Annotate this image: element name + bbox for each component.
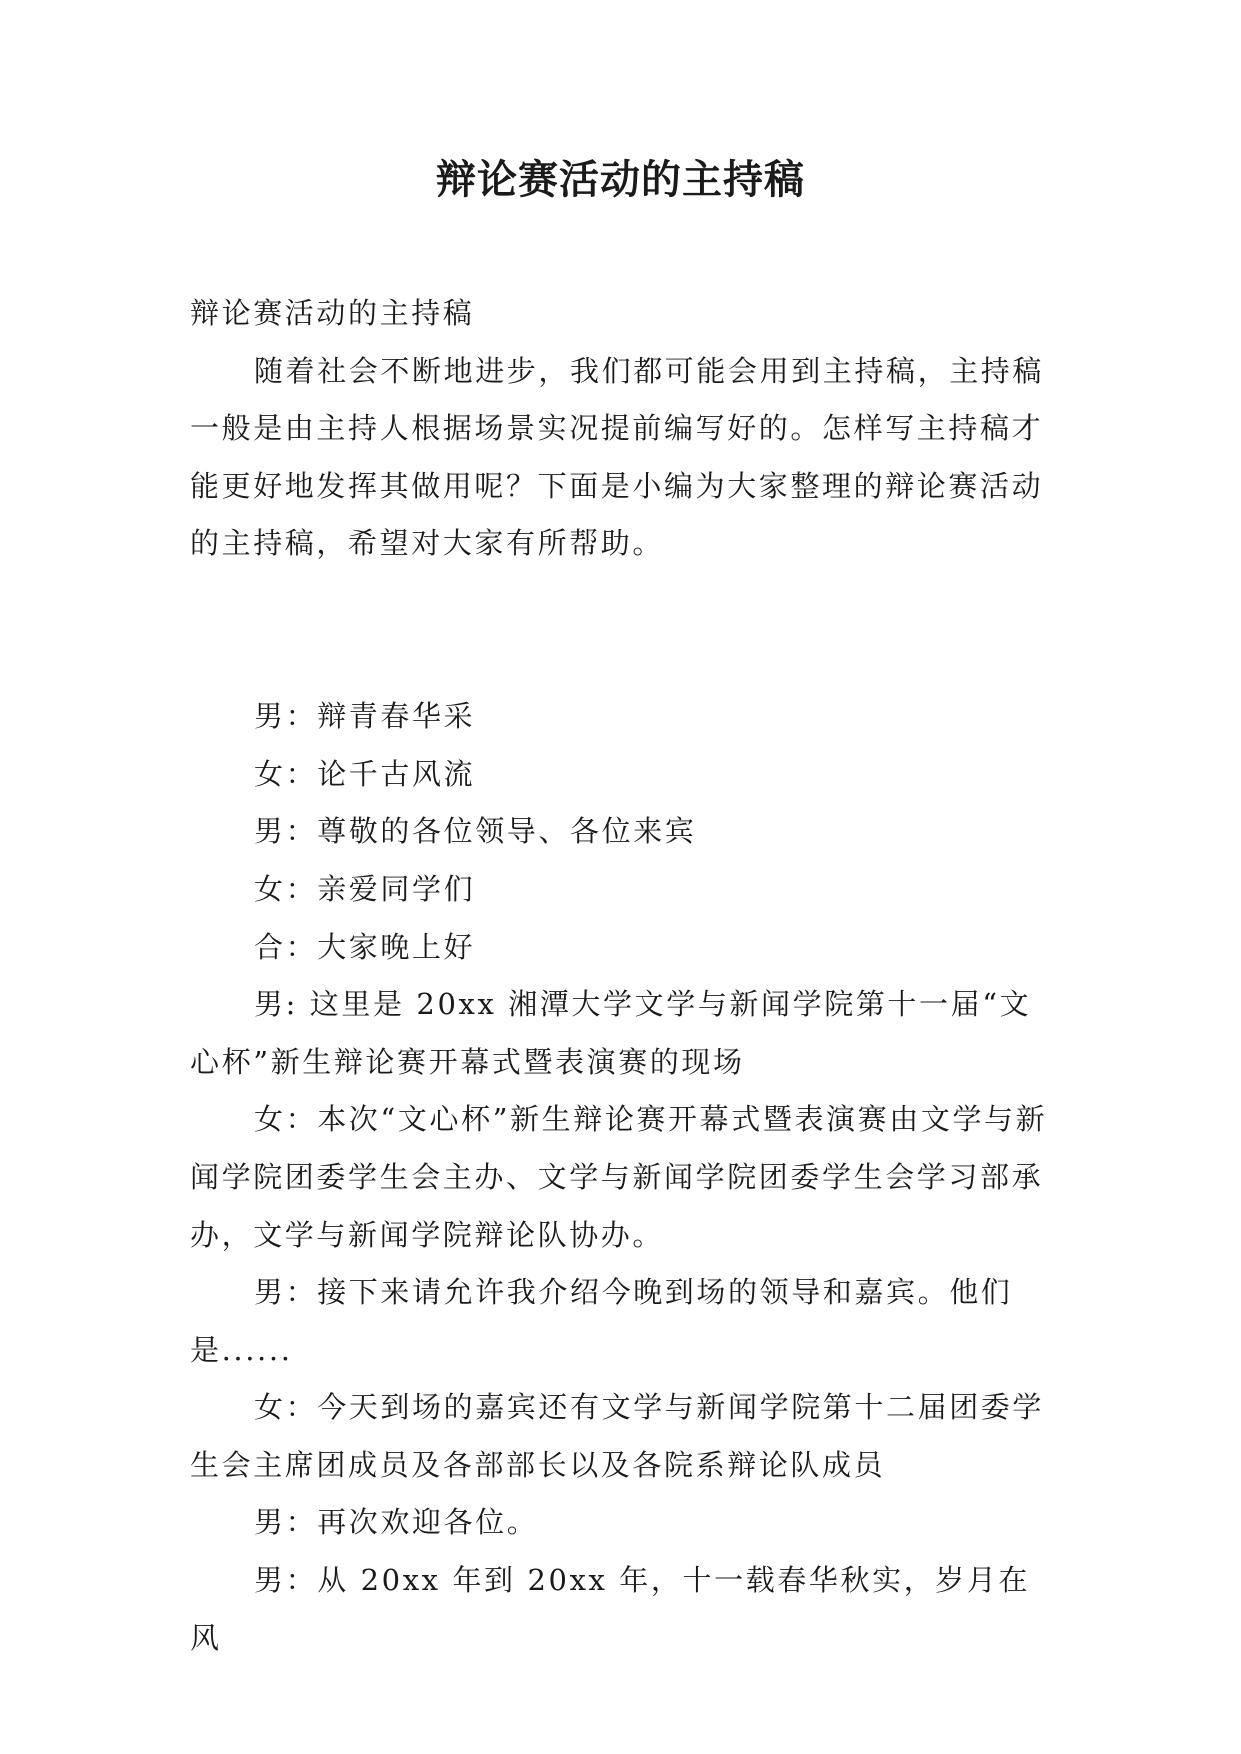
dialogue-line: 女：本次“文心杯”新生辩论赛开幕式暨表演赛由文学与新闻学院团委学生会主办、文学与新闻学院团委学生会学习部承办，文学与新闻学院辩论队协办。 [190, 1102, 1048, 1252]
dialogue-line: 男：辩青春华采 [254, 699, 476, 734]
subtitle-line: 辩论赛活动的主持稿 [190, 296, 475, 330]
dialogue-line: 合：大家晚上好 [254, 929, 476, 964]
intro-paragraph: 随着社会不断地进步，我们都可能会用到主持稿，主持稿一般是由主持人根据场景实况提前编写好的。怎样写主持稿才能更好地发挥其做用呢？下面是小编为大家整理的辩论赛活动的主持稿，希望对大家有所帮助。 [190, 353, 1045, 561]
document-body [190, 285, 1052, 1667]
dialogue-line: 男: 这里是 20xx 湘潭大学文学与新闻学院第十一届“文心杯”新生辩论赛开幕式暨表演赛的现场 [190, 987, 1032, 1079]
dialogue-line: 男：接下来请允许我介绍今晚到场的领导和嘉宾。他们是...... [190, 1275, 1013, 1367]
dialogue-line: 女：论千古风流 [254, 756, 476, 791]
dialogue-line: 男：从 20xx 年到 20xx 年，十一载春华秋实，岁月在风 [190, 1563, 1031, 1655]
paragraph-gap [190, 573, 1052, 631]
document-title: 辩论赛活动的主持稿 [436, 157, 805, 203]
dialogue-line: 男：尊敬的各位领导、各位来宾 [254, 814, 697, 849]
dialogue-line: 男：再次欢迎各位。 [254, 1505, 539, 1540]
paragraph-gap [190, 631, 1052, 689]
dialogue-line: 女：亲爱同学们 [254, 871, 476, 906]
dialogue-line: 女：今天到场的嘉宾还有文学与新闻学院第十二届团委学生会主席团成员及各部部长以及各院系辩论队成员 [190, 1390, 1045, 1482]
